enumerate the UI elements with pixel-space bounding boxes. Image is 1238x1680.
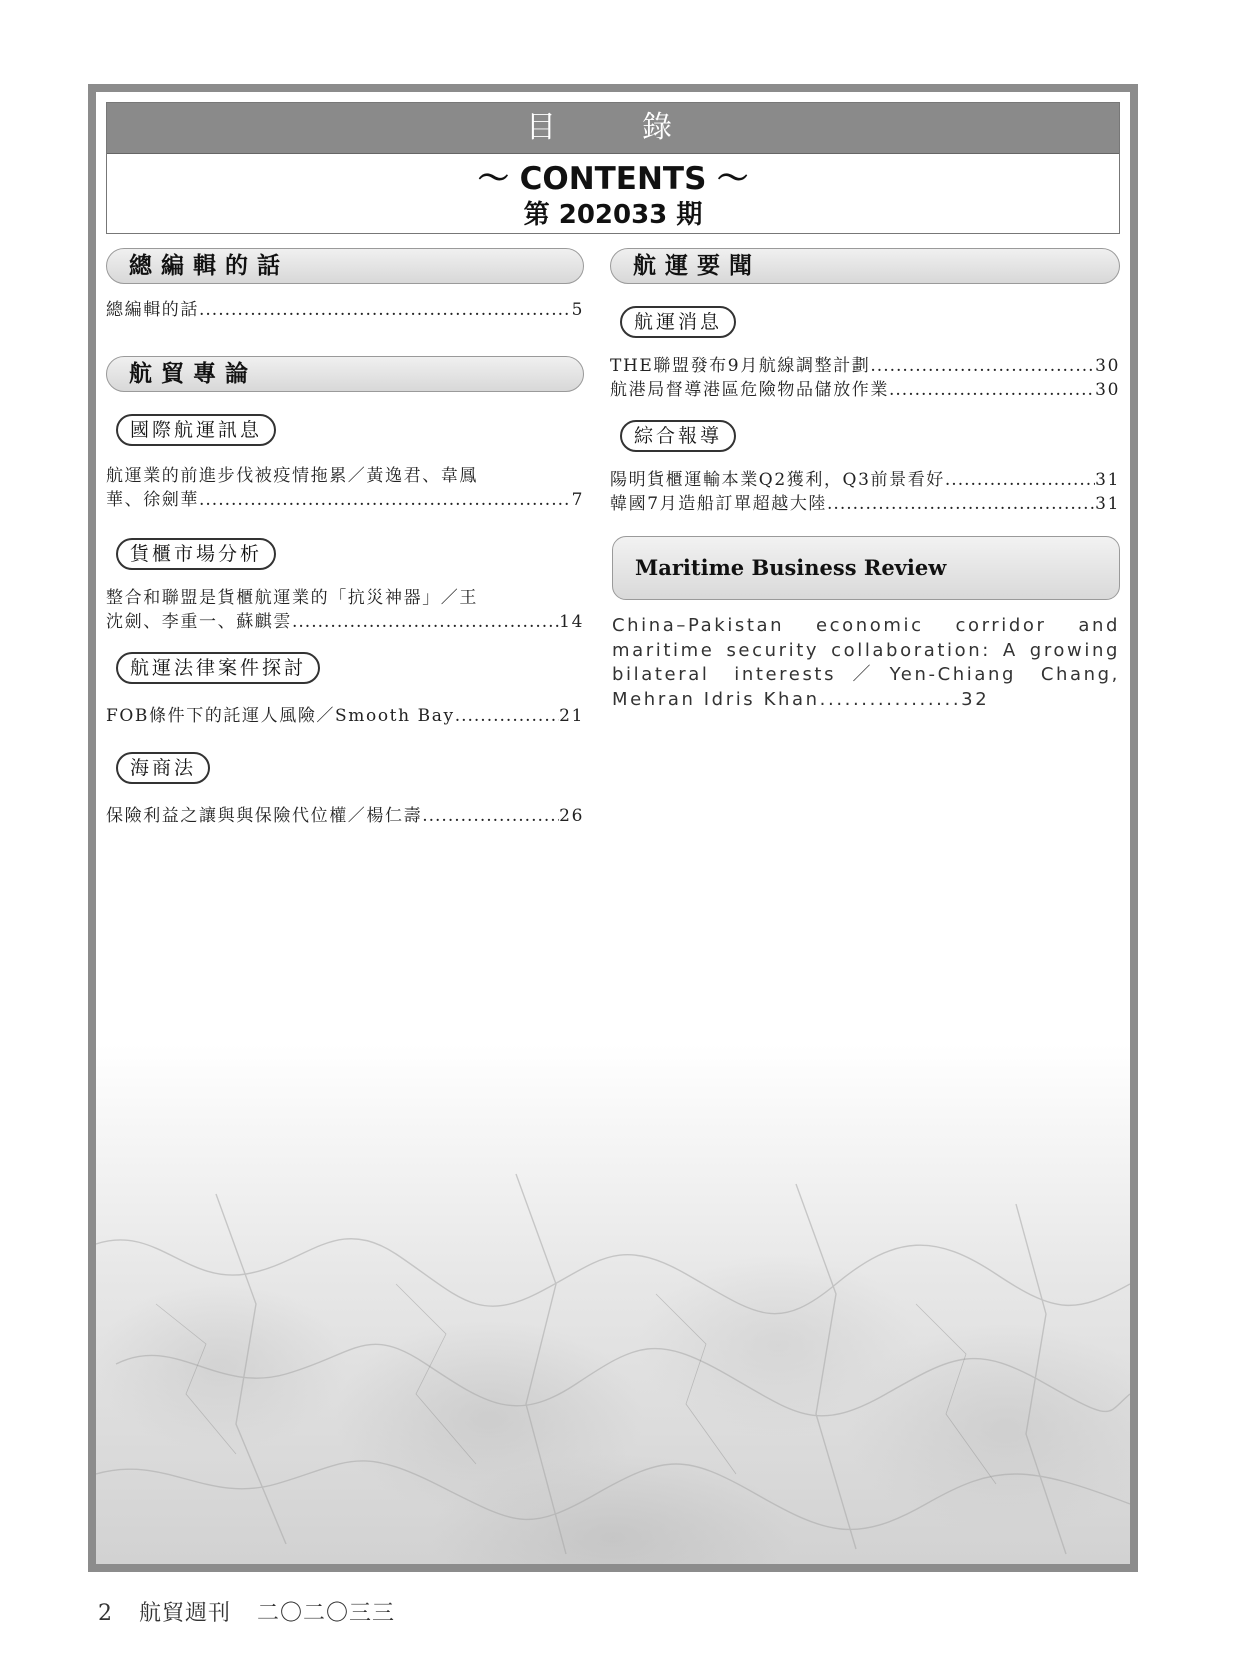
leader-dots: .................: [819, 688, 962, 710]
leader-dots: [422, 804, 559, 828]
entry-title-cont: 華、徐劍華: [106, 490, 199, 510]
toc-entry-fob-risk[interactable]: [106, 704, 584, 728]
entry-page: 30: [1095, 356, 1120, 376]
toc-entry-the-alliance[interactable]: [610, 354, 1120, 378]
entry-title: 航運業的前進步伐被疫情拖累／黃逸君、韋鳳: [106, 466, 478, 486]
leader-dots: [870, 354, 1095, 378]
toc-entry-insurance[interactable]: [106, 804, 584, 828]
entry-page: 14: [559, 612, 584, 632]
entry-page: 30: [1095, 380, 1120, 400]
toc-entry-cpec[interactable]: [612, 614, 1120, 712]
footer-issue: 二〇二〇三三: [257, 1601, 396, 1626]
entry-title: 陽明貨櫃運輸本業Q2獲利，Q3前景看好: [610, 470, 945, 490]
entry-title: 保險利益之讓與與保險代位權／楊仁壽: [106, 806, 423, 826]
section-shipping-news: 航運要聞: [610, 248, 1120, 284]
contents-header: [106, 102, 1120, 234]
footer-page-number: 2: [98, 1601, 113, 1626]
entry-title: FOB條件下的託運人風險／Smooth Bay: [106, 706, 455, 726]
section-trade-commentary: 航貿專論: [106, 356, 584, 392]
page-footer: [98, 1596, 413, 1627]
leader-dots: [455, 704, 559, 728]
leader-dots: [889, 378, 1095, 402]
entry-title: 總編輯的話: [106, 300, 199, 320]
page-frame: [88, 84, 1138, 1572]
subsection-container-market: 貨櫃市場分析: [116, 538, 276, 570]
section-editor-note: 總編輯的話: [106, 248, 584, 284]
header-title: 目 錄: [107, 103, 1119, 154]
maritime-business-review-heading: Maritime Business Review: [612, 536, 1120, 600]
entry-title: 韓國7月造船訂單超越大陸: [610, 494, 828, 514]
entry-title-cont: 沈劍、李重一、蘇麒雲: [106, 612, 292, 632]
footer-publication: 航貿週刊: [139, 1601, 232, 1626]
subsection-general-report: 綜合報導: [620, 420, 736, 452]
leader-dots: [827, 492, 1095, 516]
toc-entry-shipping-pandemic[interactable]: [106, 464, 584, 512]
toc-entry-alliance[interactable]: [106, 586, 584, 634]
entry-title: THE聯盟發布9月航線調整計劃: [610, 356, 871, 376]
marble-veins: [96, 1044, 1130, 1564]
subsection-legal-cases: 航運法律案件探討: [116, 652, 320, 684]
subsection-shipping-news: 航運消息: [620, 306, 736, 338]
entry-page: 31: [1095, 470, 1120, 490]
entry-page: 32: [961, 688, 990, 710]
contents-heading: ～ CONTENTS ～: [477, 161, 749, 197]
issue-number: 第 202033 期: [523, 200, 703, 230]
leader-dots: [292, 610, 559, 634]
entry-page: 7: [571, 490, 584, 510]
leader-dots: [945, 468, 1095, 492]
entry-page: 31: [1095, 494, 1120, 514]
leader-dots: [199, 488, 572, 512]
subsection-intl-shipping: 國際航運訊息: [116, 414, 276, 446]
entry-title: China–Pakistan economic corridor and maritime security collaboration: A growing bilateral interests／Yen-Chiang Chang, Mehran Idris Khan: [612, 615, 1120, 710]
entry-title: 航港局督導港區危險物品儲放作業: [610, 380, 889, 400]
entry-page: 21: [559, 706, 584, 726]
toc-entry-dangerous-goods[interactable]: [610, 378, 1120, 402]
entry-title: 整合和聯盟是貨櫃航運業的「抗災神器」／王: [106, 588, 478, 608]
entry-page: 26: [559, 806, 584, 826]
toc-entry-editor-note[interactable]: [106, 298, 584, 322]
marble-background-image: [96, 1044, 1130, 1564]
entry-page: 5: [571, 300, 584, 320]
toc-entry-yangming[interactable]: [610, 468, 1120, 492]
toc-entry-korea-shipbuilding[interactable]: [610, 492, 1120, 516]
subsection-maritime-law: 海商法: [116, 752, 210, 784]
leader-dots: [199, 298, 572, 322]
